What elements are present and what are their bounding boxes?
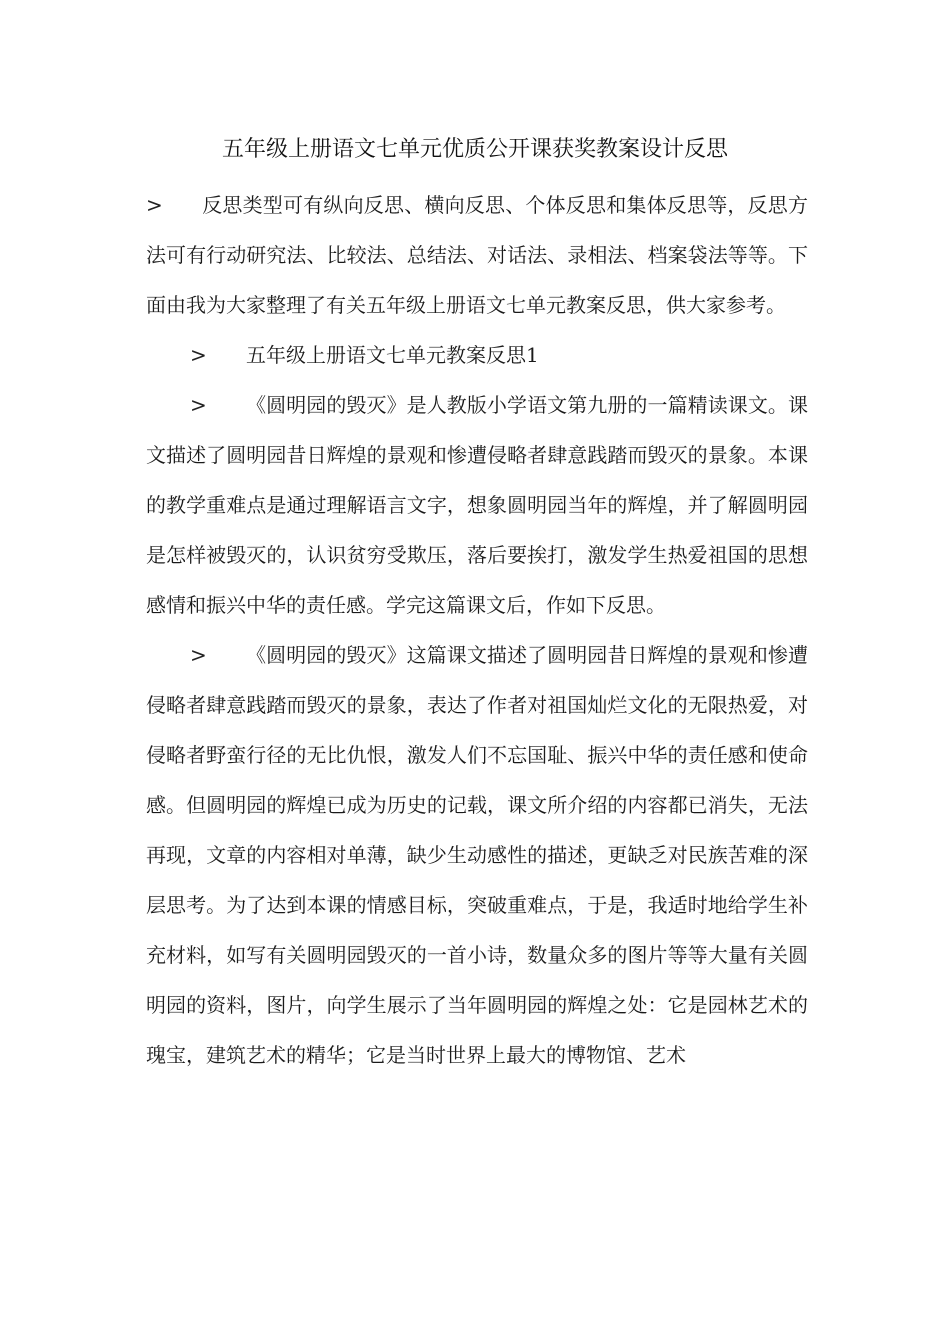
bullet-marker: > <box>190 643 207 667</box>
document-title: 五年级上册语文七单元优质公开课获奖教案设计反思 <box>221 137 728 162</box>
document-body <box>146 180 808 1080</box>
section-heading <box>146 330 808 380</box>
paragraph-intro-text: 反思类型可有纵向反思、横向反思、个体反思和集体反思等，反思方法可有行动研究法、比较法、总结法、对话法、录相法、档案袋法等等。下面由我为大家整理了有关五年级上册语文七单元教案反思，供大家参考。 <box>146 193 808 317</box>
paragraph-1 <box>146 380 808 630</box>
paragraph-2-text: 《圆明园的毁灭》这篇课文描述了圆明园昔日辉煌的景观和惨遭侵略者肆意践踏而毁灭的景象，表达了作者对祖国灿烂文化的无限热爱，对侵略者野蛮行径的无比仇恨，激发人们不忘国耻、振兴中华的责任感和使命感。但圆明园的辉煌已成为历史的记载，课文所介绍的内容都已消失，无法再现，文章的内容相对单薄，缺少生动感性的描述，更缺乏对民族苦难的深层思考。为了达到本课的情感目标，突破重难点，于是，我适时地给学生补充材料，如写有关圆明园毁灭的一首小诗，数量众多的图片等等大量有关圆明园的资料，图片，向学生展示了当年圆明园的辉煌之处：它是园林艺术的瑰宝，建筑艺术的精华；它是当时世界上最大的博物馆、艺术 <box>146 643 808 1067</box>
bullet-marker: > <box>146 193 163 217</box>
paragraph-2 <box>146 630 808 1080</box>
paragraph-1-text: 《圆明园的毁灭》是人教版小学语文第九册的一篇精读课文。课文描述了圆明园昔日辉煌的景观和惨遭侵略者肆意践踏而毁灭的景象。本课的教学重难点是通过理解语言文字，想象圆明园当年的辉煌，并了解圆明园是怎样被毁灭的，认识贫穷受欺压，落后要挨打，激发学生热爱祖国的思想感情和振兴中华的责任感。学完这篇课文后，作如下反思。 <box>146 393 808 617</box>
paragraph-intro <box>146 180 808 330</box>
bullet-marker: > <box>190 343 207 367</box>
bullet-marker: > <box>190 393 207 417</box>
section-heading-text: 五年级上册语文七单元教案反思1 <box>246 343 539 367</box>
